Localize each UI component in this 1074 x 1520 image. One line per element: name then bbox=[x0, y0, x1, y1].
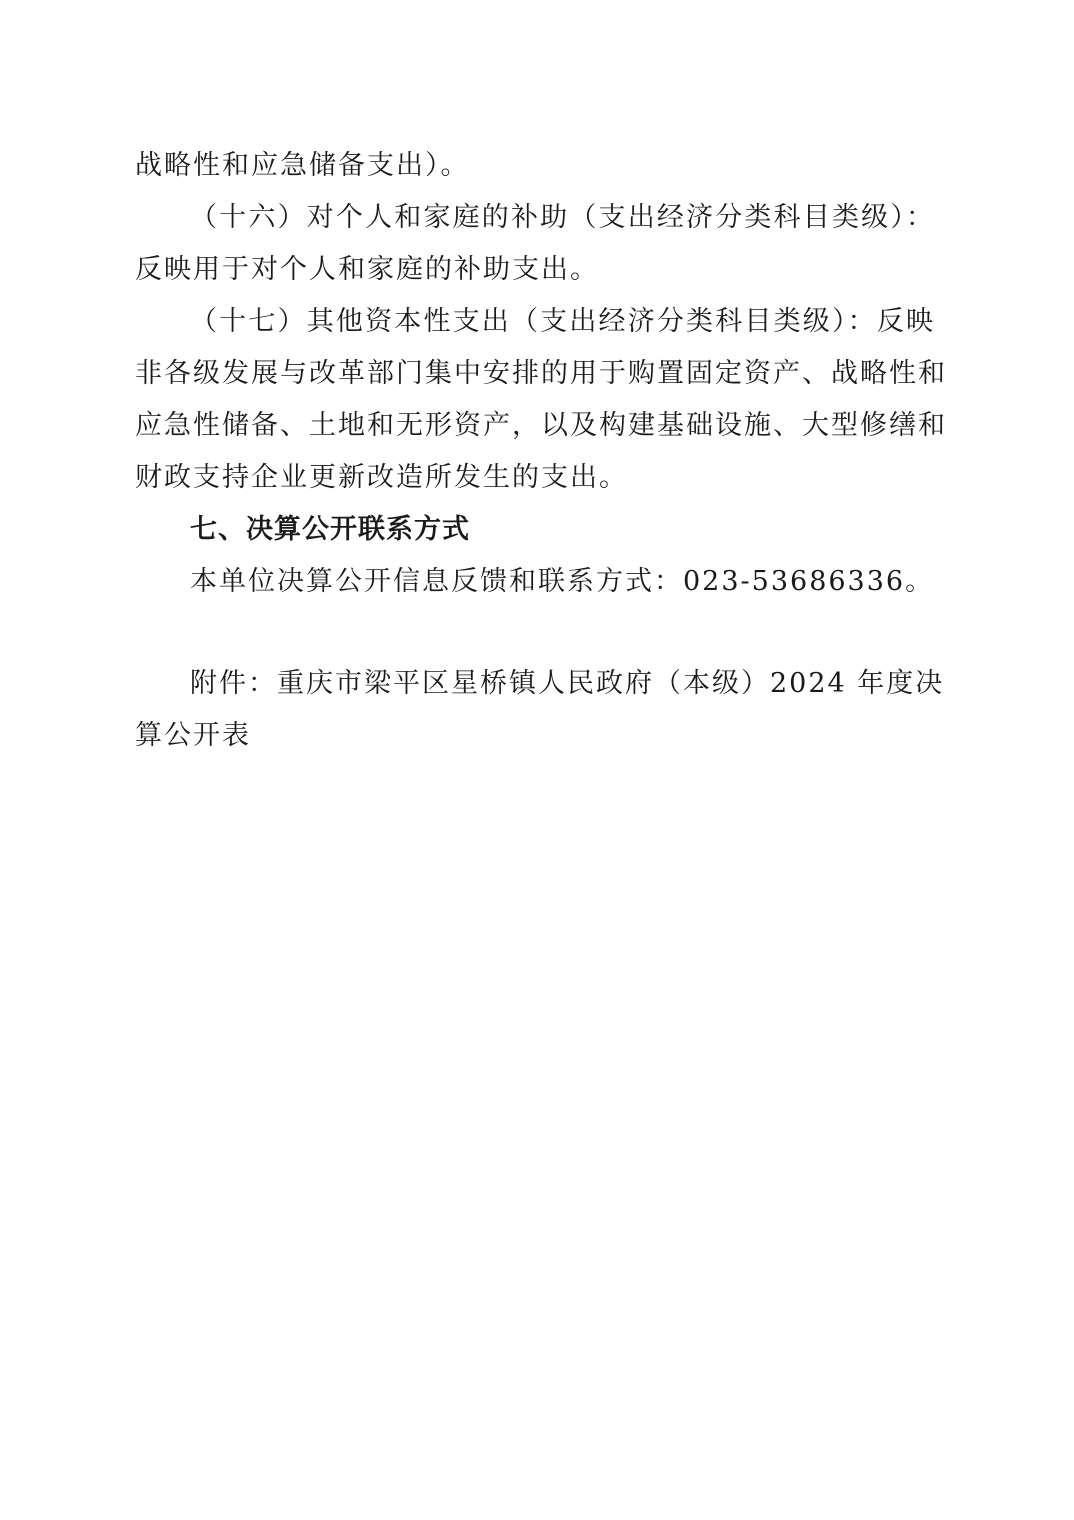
contact-line: 本单位决算公开信息反馈和联系方式：023-53686336。 bbox=[190, 566, 935, 597]
paragraph-line: 反映用于对个人和家庭的补助支出。 bbox=[135, 254, 599, 285]
paragraph-line: 财政支持企业更新改造所发生的支出。 bbox=[135, 462, 628, 493]
section-heading: 七、决算公开联系方式 bbox=[190, 514, 470, 545]
attachment-line: 算公开表 bbox=[135, 720, 251, 751]
item-16-title: （十六）对个人和家庭的补助（支出经济分类科目类级）： bbox=[190, 202, 935, 233]
paragraph-line: 应急性储备、土地和无形资产，以及构建基础设施、大型修缮和 bbox=[135, 410, 947, 441]
item-17-title: （十七）其他资本性支出（支出经济分类科目类级）：反映 bbox=[190, 306, 935, 337]
attachment-line: 附件：重庆市梁平区星桥镇人民政府（本级）2024 年度决 bbox=[190, 668, 945, 699]
paragraph-line: 非各级发展与改革部门集中安排的用于购置固定资产、战略性和 bbox=[135, 358, 947, 389]
paragraph-line: 战略性和应急储备支出）。 bbox=[135, 150, 470, 181]
